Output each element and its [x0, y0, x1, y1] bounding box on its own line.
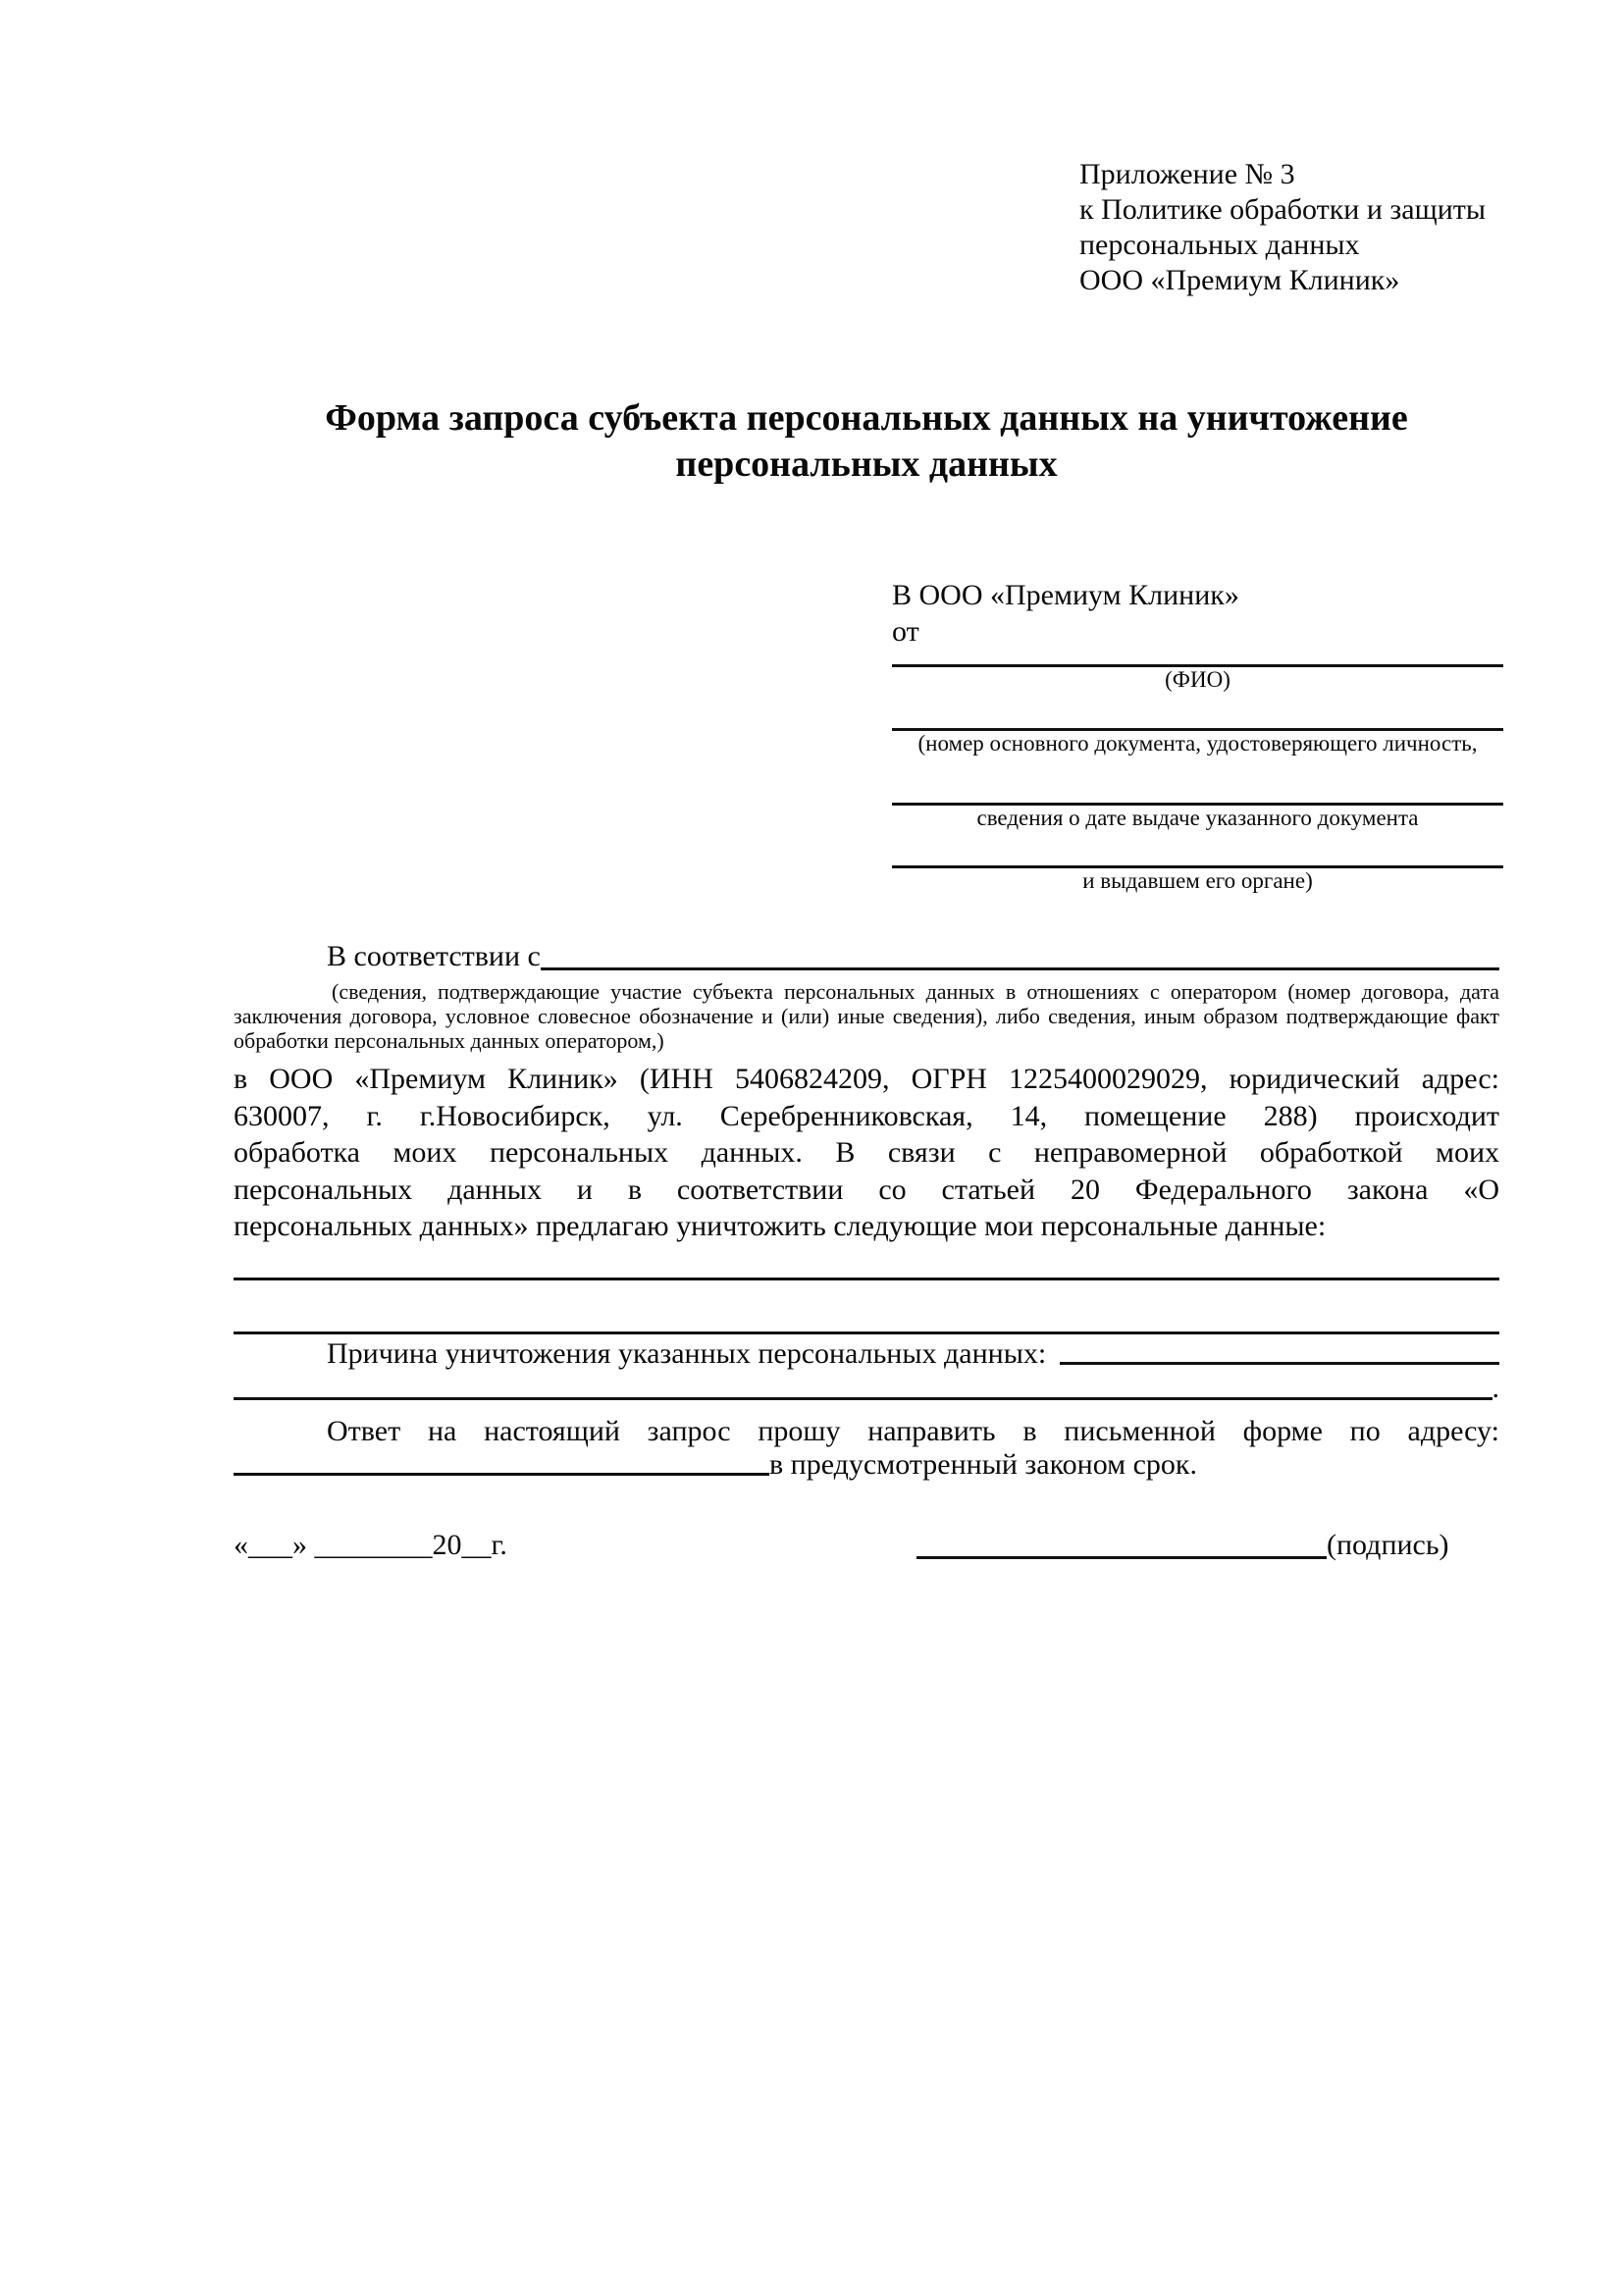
issuing-authority-field-line[interactable] — [892, 831, 1503, 868]
header-note-line: ООО «Премиум Клиник» — [1079, 264, 1400, 296]
reason-row — [234, 1338, 1499, 1370]
paragraph-line: персональных данных и в соответствии со статьей 20 Федерального закона «О — [234, 1173, 1499, 1206]
addressee-from-label: от — [892, 615, 919, 648]
fio-caption: (ФИО) — [1165, 667, 1230, 692]
reason-label: Причина уничтожения указанных персональных данных: — [327, 1337, 1047, 1370]
paragraph-line: 630007, г. г.Новосибирск, ул. Серебренниковская, 14, помещение 288) происходит — [234, 1099, 1499, 1132]
signature-caption: (подпись) — [1327, 1529, 1449, 1561]
date-line[interactable]: «___» ________20__г. — [234, 1529, 507, 1561]
data-to-destroy-line-1[interactable] — [234, 1278, 1499, 1280]
addressee-block — [892, 579, 1503, 894]
reason-continuation-row — [234, 1372, 1499, 1405]
answer-request-line: Ответ на настоящий запрос прошу направить в письменной форме по адресу: — [327, 1415, 1499, 1447]
paragraph-line: обработка моих персональных данных. В связи с неправомерной обработкой моих — [234, 1136, 1499, 1169]
reason-continuation-line[interactable] — [234, 1397, 1492, 1400]
issue-date-caption: сведения о дате выдаче указанного документа — [976, 806, 1419, 830]
signature-row — [916, 1527, 1476, 1564]
page-title-line2: персональных данных — [675, 444, 1058, 485]
issue-date-field-line[interactable] — [892, 757, 1503, 806]
answer-address-row — [234, 1449, 1499, 1481]
page-title-line1: Форма запроса субъекта персональных данных на уничтожение — [325, 397, 1408, 439]
fine-print — [234, 979, 1499, 1053]
paragraph-line: в ООО «Премиум Клиник» (ИНН 5406824209, ОГРН 1225400029029, юридический адрес: — [234, 1063, 1499, 1095]
fine-print-line: обработки персональных данных оператором,) — [234, 1028, 664, 1053]
fio-field-line[interactable] — [892, 652, 1503, 667]
line-period: . — [1492, 1372, 1499, 1404]
header-note — [1079, 157, 1501, 298]
header-note-line: Приложение № 3 — [1079, 158, 1295, 190]
main-paragraph — [234, 1061, 1499, 1245]
paragraph-line: персональных данных» предлагаю уничтожить следующие мои персональные данные: — [234, 1210, 1327, 1242]
accordance-label: В соответствии с — [327, 940, 541, 972]
signature-field-line[interactable] — [916, 1556, 1327, 1559]
page-title — [234, 395, 1499, 488]
accordance-row — [234, 938, 1499, 975]
reason-field-line[interactable] — [1060, 1362, 1499, 1365]
addressee-to: В ООО «Премиум Клиник» — [892, 579, 1239, 611]
header-note-line: к Политике обработки и защиты — [1079, 193, 1487, 226]
answer-address-field-line[interactable] — [234, 1473, 769, 1476]
answer-tail: в предусмотренный законом срок. — [769, 1448, 1197, 1481]
accordance-field-line[interactable] — [541, 967, 1499, 970]
fine-print-line: (сведения, подтверждающие участие субъекта персональных данных в отношениях с оператором (номер договора, дата — [332, 979, 1499, 1004]
data-to-destroy-line-2[interactable] — [234, 1331, 1499, 1334]
document-number-field-line[interactable] — [892, 693, 1503, 731]
document-number-caption: (номер основного документа, удостоверяющего личность, — [917, 731, 1478, 756]
issuing-authority-caption: и выдавшем его органе) — [1082, 868, 1313, 893]
fine-print-line: заключения договора, условное словесное обозначение и (или) иные сведения), либо сведения, иным образом подтверждающие факт — [234, 1004, 1499, 1028]
header-note-line: персональных данных — [1079, 229, 1360, 261]
